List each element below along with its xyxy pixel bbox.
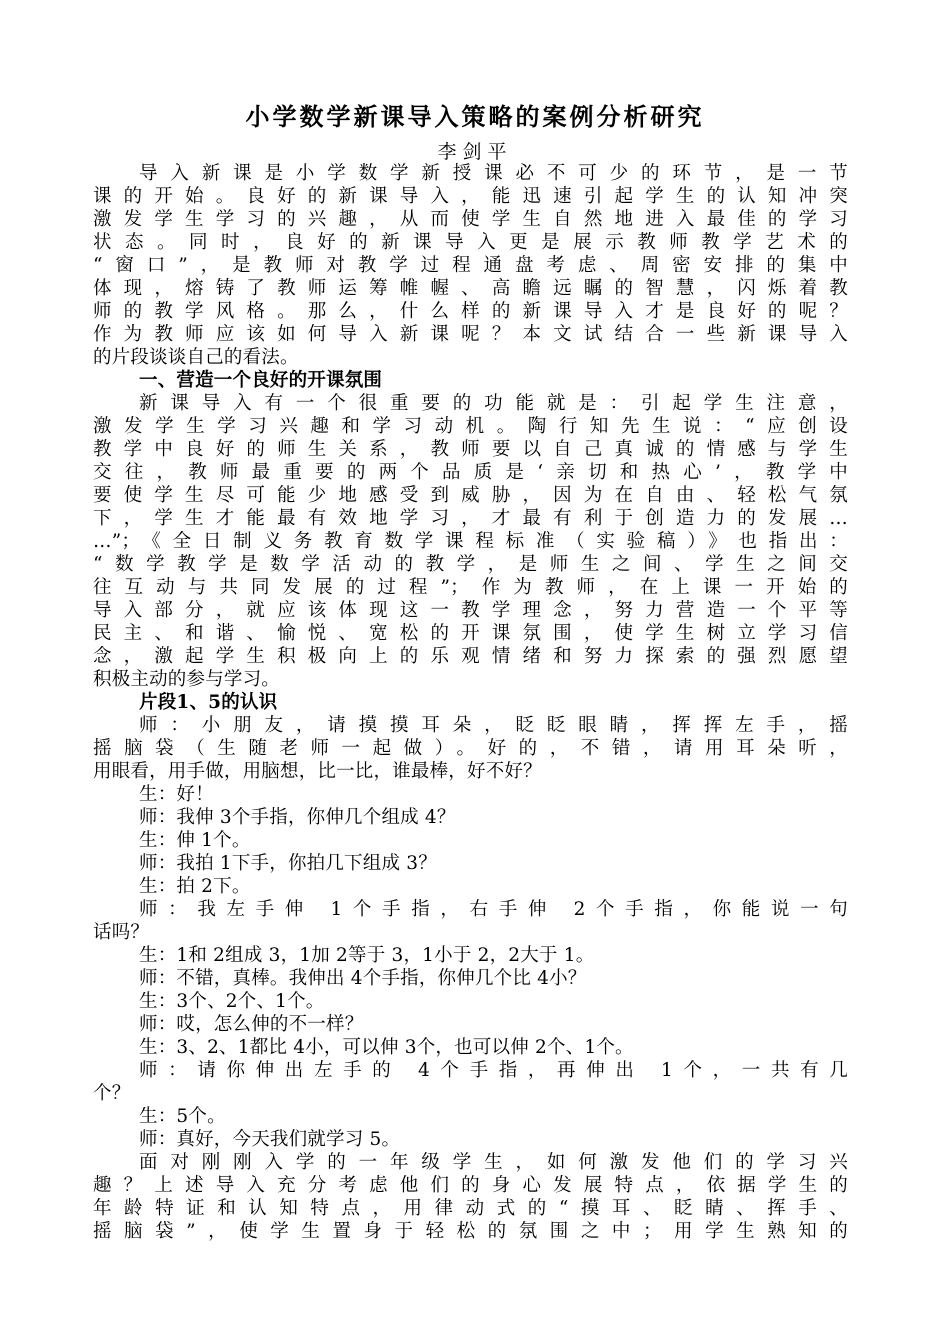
text-line: 年龄特证和认知特点，用律动式的“摸耳、眨睛、挥手、 [93,1198,848,1219]
text-line: 要使学生尽可能少地感受到威胁，因为在自由、轻松气氛 [93,485,848,506]
text-line: 激发学生学习的兴趣，从而使学生自然地进入最佳的学习 [93,209,848,230]
text-line: 交往，教师最重要的两个品质是‘亲切和热心’，教学中 [93,462,848,483]
text-line: …”；《全日制义务教育数学课程标准（实验稿）》也指出： [93,531,848,552]
text-line: 教学中良好的师生关系，教师要以自己真诚的情感与学生 [93,439,848,460]
text-line: 下，学生才能最有效地学习，才最有利于创造力的发展… [93,508,848,529]
text-line: 生：1和 2组成 3，1加 2等于 3，1小于 2，2大于 1。 [139,945,595,966]
document-author: 李剑平 [437,141,513,163]
text-line: 生：伸 1个。 [139,830,251,851]
text-line: 个？ [93,1083,131,1104]
text-line: 师的教学风格。那么，什么样的新课导入才是良好的呢？ [93,301,848,322]
text-line: 生：3个、2个、1个。 [139,991,325,1012]
text-line: 新课导入有一个很重要的功能就是：引起学生注意， [139,393,848,414]
text-line: 用眼看，用手做，用脑想，比一比，谁最棒，好不好？ [93,761,542,782]
text-line: 生：好！ [139,784,214,805]
text-line: 作为教师应该如何导入新课呢？本文试结合一些新课导入 [93,324,848,345]
text-line: 话吗？ [93,922,150,943]
text-line: 师：真好，今天我们就学习 5。 [139,1129,401,1150]
text-line: 导入部分，就应该体现这一教学理念，努力营造一个平等 [93,600,848,621]
text-line: 状态。同时，良好的新课导入更是展示教师教学艺术的 [93,232,848,253]
text-line: 导入新课是小学数学新授课必不可少的环节，是一节 [139,163,848,184]
text-line: “数学教学是数学活动的教学，是师生之间、学生之间交 [93,554,848,575]
text-line: 生：3、2、1都比 4小，可以伸 3个，也可以伸 2个、1个。 [139,1037,634,1058]
text-line: 师：我伸 3个手指，你伸几个组成 4？ [139,807,456,828]
text-line: 生：5个。 [139,1106,226,1127]
document-title: 小学数学新课导入策略的案例分析研究 [245,102,705,131]
text-line: 民主、和谐、愉悦、宽松的开课氛围，使学生树立学习信 [93,623,848,644]
text-line: 的片段谈谈自己的看法。 [93,347,299,368]
text-line: 师：我拍 1下手，你拍几下组成 3？ [139,853,437,874]
section-heading: 一、营造一个良好的开课氛围 [139,370,383,391]
text-line: 师：我左手伸 1个手指，右手伸 2个手指，你能说一句 [139,899,848,920]
text-line: 趣？上述导入充分考虑他们的身心发展特点，依据学生的 [93,1175,848,1196]
text-line: 面对刚刚入学的一年级学生，如何激发他们的学习兴 [139,1152,848,1173]
section-heading: 片段1、5的认识 [139,692,278,713]
text-line: 师：哎，怎么伸的不一样？ [139,1014,364,1035]
text-line: 师：不错，真棒。我伸出 4个手指，你伸几个比 4小？ [139,968,587,989]
text-line: 往互动与共同发展的过程”；作为教师，在上课一开始的 [93,577,848,598]
text-line: “窗口”，是教师对教学过程通盘考虑、周密安排的集中 [93,255,848,276]
text-line: 激发学生学习兴趣和学习动机。陶行知先生说：“应创设 [93,416,848,437]
text-line: 生：拍 2下。 [139,876,251,897]
document-body [93,162,848,1243]
text-line: 课的开始。良好的新课导入，能迅速引起学生的认知冲突 [93,186,848,207]
text-line: 摇脑袋”，使学生置身于轻松的氛围之中；用学生熟知的 [93,1221,848,1242]
text-line: 体现，熔铸了教师运筹帷幄、高瞻远瞩的智慧，闪烁着教 [93,278,848,299]
text-line: 师：小朋友，请摸摸耳朵，眨眨眼睛，挥挥左手，摇 [139,715,848,736]
text-line: 积极主动的参与学习。 [93,669,281,690]
text-line: 师：请你伸出左手的 4个手指，再伸出 1个，一共有几 [139,1060,848,1081]
text-line: 摇脑袋（生随老师一起做）。好的，不错，请用耳朵听， [93,738,848,759]
text-line: 念，激起学生积极向上的乐观情绪和努力探索的强烈愿望 [93,646,848,667]
